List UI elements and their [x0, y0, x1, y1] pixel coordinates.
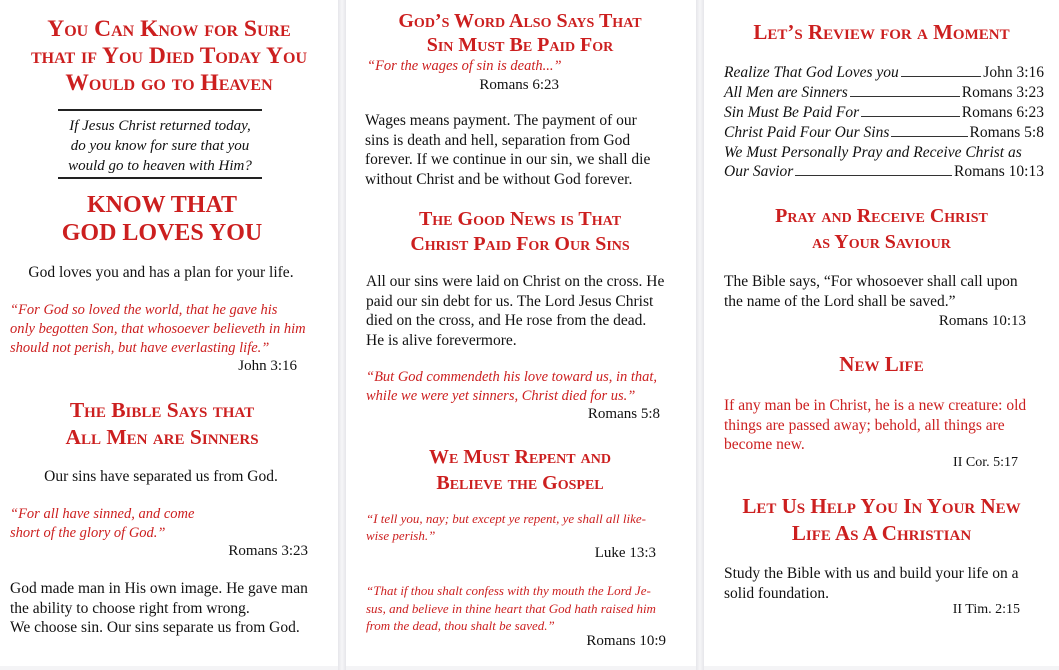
- body-line: died on the cross, and He rose from the dead.: [366, 312, 647, 329]
- body-line: If any man be in Christ, he is a new creature: old: [724, 397, 1027, 414]
- review-label: Christ Paid Four Our Sins: [724, 124, 890, 141]
- review-verse: Romans 6:23: [961, 104, 1044, 121]
- title-line: Would go to Heaven: [65, 70, 273, 96]
- scripture-reference: Luke 13:3: [594, 545, 656, 561]
- scripture-quote: “For the wages of sin is death...”: [367, 58, 562, 74]
- review-label: Sin Must Be Paid For: [724, 104, 860, 121]
- section-heading-review: Let’s Review for a Moment: [753, 20, 1010, 44]
- scripture-quote: [10, 301, 335, 358]
- heading-line: Pray and Receive Christ: [775, 205, 988, 227]
- body-line: sins is death and hell, separation from God: [365, 131, 631, 149]
- section-body: [724, 564, 1059, 603]
- heading-line: The Good News is That: [418, 208, 622, 230]
- section-body: [366, 272, 696, 350]
- section-body: [10, 579, 335, 638]
- scripture-reference: Romans 3:23: [228, 543, 308, 559]
- review-verse: John 3:16: [983, 64, 1044, 81]
- quote-line: “For all have sinned, and come: [10, 506, 195, 522]
- scripture-reference: Romans 6:23: [479, 77, 559, 93]
- section-heading-sin-paid: [350, 9, 690, 57]
- review-label: All Men are Sinners: [724, 84, 848, 101]
- section-body: [724, 272, 1059, 311]
- quote-line: “For God so loved the world, that he gave his: [10, 302, 278, 318]
- section-text: Our sins have separated us from God.: [44, 468, 278, 485]
- quote-line: short of the glory of God.”: [10, 525, 166, 541]
- review-label: We Must Personally Pray and Receive Christ as: [724, 144, 1022, 161]
- quote-line: while we were yet sinners, Christ died for us.”: [366, 388, 636, 404]
- quote-line: “That if thou shalt confess with thy mouth the Lord Je-: [366, 583, 651, 598]
- panel-middle: [346, 0, 696, 666]
- divider: [58, 177, 262, 179]
- heading-line: Let Us Help You In Your New: [742, 494, 1021, 518]
- section-text: God loves you and has a plan for your life.: [28, 264, 294, 281]
- divider: [58, 109, 262, 111]
- scripture-reference: Romans 10:13: [938, 313, 1026, 329]
- panel-right: [704, 0, 1059, 666]
- heading-line: Sin Must Be Paid For: [426, 34, 614, 56]
- body-line: the name of the Lord shall be saved.”: [724, 292, 956, 310]
- review-row: [724, 162, 1044, 182]
- scripture-reference: John 3:16: [238, 358, 297, 374]
- scripture-reference: Romans 10:9: [586, 633, 666, 649]
- body-line: All our sins were laid on Christ on the cross. He: [366, 273, 665, 290]
- section-heading-all-sinners: [4, 397, 320, 451]
- leader-line: [795, 175, 952, 176]
- review-label: Realize That God Loves you: [724, 64, 899, 81]
- body-line: become new.: [724, 436, 805, 453]
- review-row: [724, 63, 1044, 83]
- body-line: Wages means payment. The payment of our: [365, 112, 637, 129]
- review-row: [724, 103, 1044, 123]
- heading-line: KNOW THAT: [86, 192, 238, 218]
- review-row: [724, 123, 1044, 143]
- quote-line: should not perish, but have everlasting life.”: [10, 340, 270, 356]
- body-line: We choose sin. Our sins separate us from God.: [10, 619, 300, 636]
- review-verse: Romans 3:23: [961, 84, 1044, 101]
- heading-line: Believe the Gospel: [436, 472, 604, 494]
- leader-line: [850, 96, 960, 97]
- body-line: the ability to choose right from wrong.: [10, 599, 250, 617]
- section-heading-repent: [350, 444, 690, 496]
- leader-line: [891, 136, 967, 137]
- quote-line: “But God commendeth his love toward us, in that,: [366, 369, 658, 385]
- section-heading-pray: [704, 203, 1059, 255]
- review-verse: Romans 5:8: [969, 124, 1044, 141]
- tract-title: [4, 16, 334, 97]
- heading-line: We Must Repent and: [429, 446, 611, 468]
- scripture-quote: [10, 505, 330, 543]
- body-line: He is alive forevermore.: [366, 331, 517, 349]
- scripture-reference: II Tim. 2:15: [952, 602, 1020, 617]
- fold-line: [696, 0, 704, 670]
- quote-line: “I tell you, nay; but except ye repent, ye shall all like-: [366, 511, 646, 526]
- panel-left: [0, 0, 338, 666]
- scripture-quote: [366, 582, 696, 635]
- heading-line: as Your Saviour: [812, 231, 951, 253]
- body-line: paid our sin debt for us. The Lord Jesus Christ: [366, 292, 654, 310]
- scripture-quote: [366, 510, 696, 544]
- fold-line: [338, 0, 346, 670]
- leader-line: [861, 116, 960, 117]
- heading-line: Life As A Christian: [791, 521, 972, 545]
- section-heading-help: [704, 493, 1059, 547]
- body-line: things are passed away; behold, all things are: [724, 416, 1005, 434]
- section-body: [724, 396, 1059, 455]
- heading-line: GOD LOVES YOU: [61, 220, 263, 246]
- quote-line: from the dead, thou shalt be saved.”: [366, 618, 555, 633]
- review-row: [724, 83, 1044, 103]
- section-heading-good-news: [350, 207, 690, 257]
- scripture-reference: II Cor. 5:17: [953, 455, 1018, 470]
- section-body: [365, 111, 695, 189]
- body-line: forever. If we continue in our sin, we shall die: [365, 151, 651, 168]
- section-heading-new-life: New Life: [839, 352, 924, 376]
- heading-line: God’s Word Also Says That: [398, 10, 642, 32]
- quote-line: only begotten Son, that whosoever believeth in him: [10, 321, 306, 337]
- title-line: You Can Know for Sure: [47, 16, 291, 42]
- section-heading-god-loves-you: [4, 191, 320, 247]
- leader-line: [901, 76, 981, 77]
- body-line: The Bible says, “For whosoever shall call upon: [724, 273, 1018, 290]
- body-line: without Christ and be without God forever.: [365, 170, 633, 188]
- review-label: Our Savior: [724, 163, 794, 180]
- heading-line: Christ Paid For Our Sins: [410, 233, 630, 255]
- heading-line: The Bible Says that: [69, 398, 255, 422]
- quote-line: wise perish.”: [366, 528, 436, 543]
- scripture-quote: [366, 368, 696, 406]
- body-line: solid foundation.: [724, 584, 830, 602]
- intro-question: [40, 116, 280, 176]
- quote-line: sus, and believe in thine heart that God hath raised him: [366, 600, 656, 616]
- body-line: Study the Bible with us and build your life on a: [724, 565, 1019, 582]
- scripture-reference: Romans 5:8: [587, 406, 660, 422]
- heading-line: All Men are Sinners: [65, 425, 259, 449]
- intro-line: do you know for sure that you: [70, 138, 250, 154]
- intro-line: If Jesus Christ returned today,: [69, 118, 251, 134]
- intro-line: would go to heaven with Him?: [68, 158, 252, 174]
- review-verse: Romans 10:13: [954, 163, 1044, 180]
- title-line: that if You Died Today You: [30, 43, 308, 69]
- body-line: God made man in His own image. He gave man: [10, 580, 308, 597]
